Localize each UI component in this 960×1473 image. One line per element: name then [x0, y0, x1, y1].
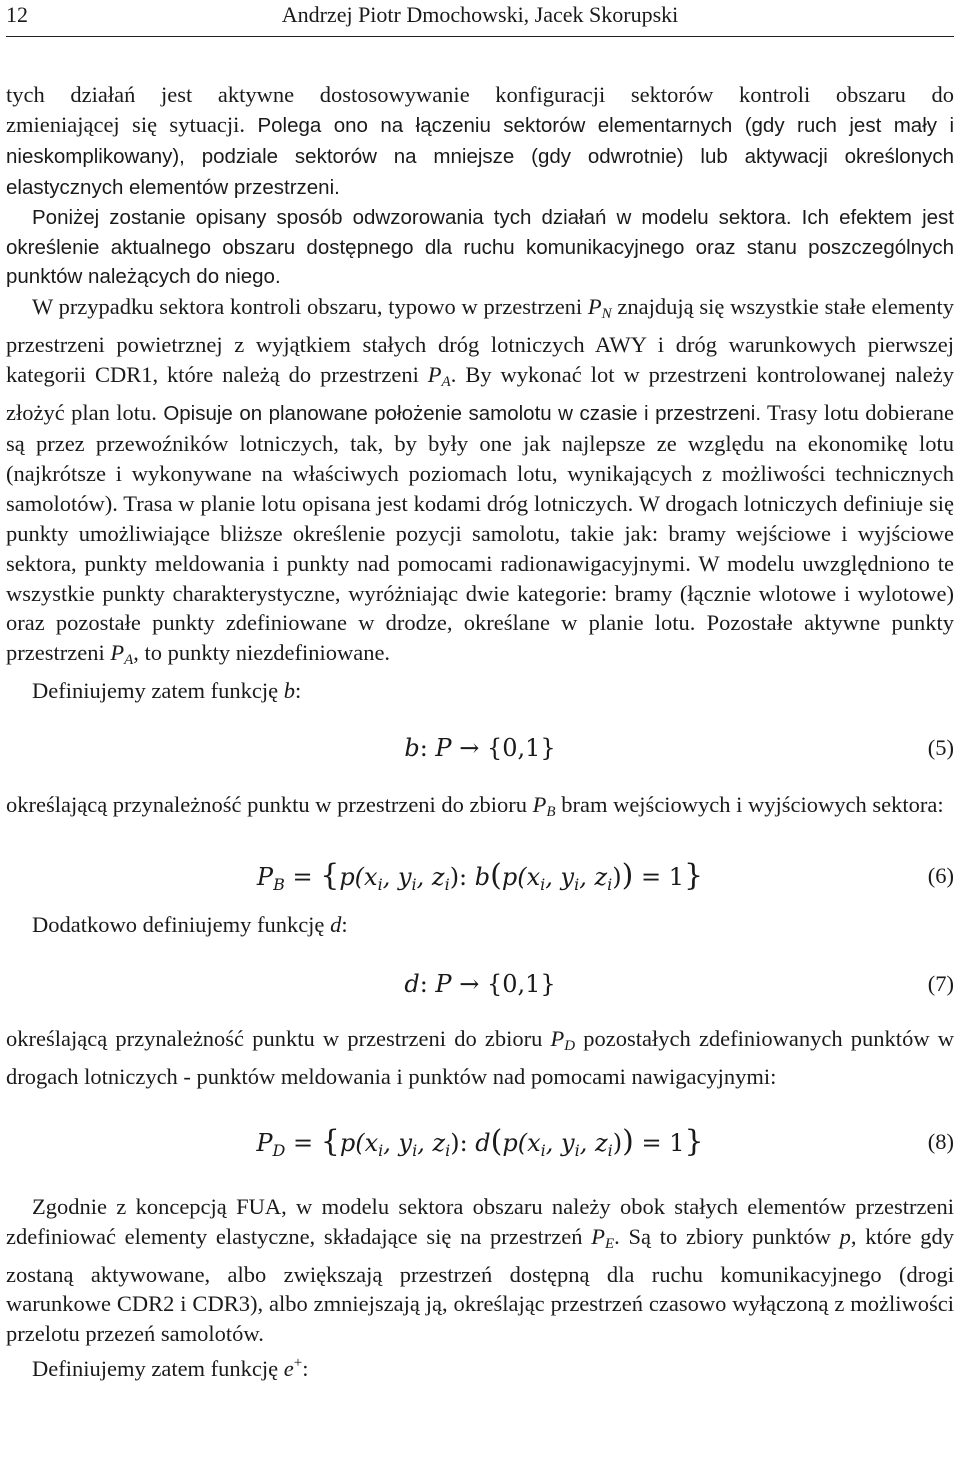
equation-8	[6, 1112, 954, 1172]
eq6-P: P	[256, 863, 274, 892]
eq6-rest: ):	[449, 863, 475, 892]
para3-sans-text: Opisuje on planowane położenie samolotu w czasie i przestrzeni.	[163, 402, 762, 426]
def-b-text: Definiujemy zatem funkcję	[32, 678, 284, 704]
eq8-equals-one: = 1	[633, 1128, 685, 1157]
equation-8-number: (8)	[927, 1128, 954, 1154]
eq6-equals: =	[284, 863, 321, 892]
eq5-lhs: b	[404, 734, 420, 763]
function-d: d	[330, 912, 342, 938]
symbol-P-A-2: P	[110, 640, 125, 666]
eq6-sub-i-2: i	[411, 875, 417, 895]
para2-text: Poniżej zostanie opisany sposób odwzorowania tych działań w modelu sektora. Ich efektem jest określenie aktualnego obszaru dostępnego dla ruchu komunikacyjnego oraz stanu poszczególnych punktów należących do niego.	[6, 205, 954, 289]
eq6-sub-i-3: i	[444, 875, 450, 895]
function-b: b	[283, 678, 296, 704]
function-e: e	[283, 1356, 294, 1382]
eq6-sub-i-6: i	[607, 875, 613, 895]
eq8-P: P	[256, 1128, 273, 1157]
eq8-sub-i-1: i	[378, 1140, 384, 1160]
paragraph-2	[6, 203, 954, 293]
eq8-sub-i-3: i	[445, 1140, 451, 1160]
eq7-lhs: d	[404, 969, 420, 998]
equation-5-number: (5)	[927, 735, 954, 761]
equation-5	[6, 718, 954, 778]
symbol-P-N: P	[587, 294, 602, 320]
eq8-sub-i-6: i	[607, 1140, 613, 1160]
eq6-paren-open: (	[490, 858, 502, 894]
eq6-fn-b: b	[474, 863, 491, 892]
para3-text-5: , to punkty niezdefiniowane.	[133, 640, 391, 666]
para-d-text-2: pozostałych zdefiniowanych punktów w drogach lotniczych - punktów meldowania i punktów nad pomocami nawigacyjnymi:	[6, 1025, 954, 1089]
eq8-paren-close: )	[622, 1123, 634, 1159]
eq8-fn-d: d	[475, 1128, 491, 1157]
subscript-E: E	[604, 1235, 615, 1252]
para3-text-1: W przypadku sektora kontroli obszaru, typowo w przestrzeni	[32, 294, 588, 320]
eq8-brace-open: {	[320, 1123, 340, 1159]
eq6-paren-close: )	[621, 858, 634, 894]
para1-line1: tych działań jest aktywne dostosowywanie konfiguracji sektorów kontroli obszaru do	[6, 82, 954, 107]
para-e-text-3: , które gdy zostaną aktywowane, albo zwiększają przestrzeń dostępną dla ruchu komunikacyjnego (drogi warunkowe CDR2 i CDR3), albo zmniejszają ją, określając przestrzeń czasowo wyłączoną z możliwości przelotu przezeń samolotów.	[6, 1223, 954, 1347]
equation-6-number: (6)	[927, 863, 954, 889]
subscript-B: B	[546, 804, 556, 821]
eq5-arrow: →	[451, 734, 487, 763]
eq6-brace-open: {	[320, 858, 340, 894]
para-d-text-1: określającą przynależność punktu w przestrzeni do zbioru	[6, 1025, 551, 1051]
subscript-A: A	[441, 374, 451, 391]
equation-8-math	[6, 1112, 954, 1181]
eq7-set: {0,1}	[486, 969, 556, 998]
eq6-y-2: , y	[545, 863, 575, 892]
def-e-text: Definiujemy zatem funkcję	[32, 1356, 284, 1382]
header-authors: Andrzej Piotr Dmochowski, Jacek Skorupski	[281, 2, 679, 27]
para-b-text-2: bram wejściowych i wyjściowych sektora:	[555, 792, 944, 818]
eq8-sub-D: D	[272, 1140, 286, 1160]
symbol-P-A: P	[427, 362, 442, 388]
equation-6	[6, 846, 954, 906]
eq8-p-x-2: p(x	[502, 1128, 541, 1157]
eq6-z: , z	[416, 863, 445, 892]
para1-line2: zmieniającej się sytuacji.	[6, 111, 246, 137]
eq8-brace-close: }	[684, 1123, 704, 1159]
eq7-arrow: →	[451, 969, 487, 998]
subscript-D: D	[564, 1037, 576, 1054]
para-b-text-1: określającą przynależność punktu w przestrzeni do zbioru	[6, 792, 533, 818]
symbol-P-D: P	[550, 1025, 565, 1051]
definition-b	[6, 676, 954, 706]
eq6-brace-close: }	[683, 858, 704, 894]
eq6-equals-one: = 1	[633, 863, 684, 892]
def-d-colon: :	[341, 912, 348, 938]
def-b-colon: :	[295, 678, 302, 704]
eq8-sub-i-2: i	[412, 1140, 418, 1160]
eq6-sub-i-1: i	[377, 875, 383, 895]
para3-text-3: . By wykonać lot w przestrzeni kontrolowanej należy złożyć plan lotu.	[6, 362, 954, 426]
paragraph-3	[6, 292, 954, 676]
running-header	[6, 0, 954, 37]
paragraph-d	[6, 1024, 954, 1092]
eq6-z-2: , z	[579, 863, 608, 892]
equation-7-math	[6, 954, 954, 1014]
paragraph-b	[6, 790, 954, 828]
eq8-sub-i-4: i	[540, 1140, 546, 1160]
eq6-sub-i-4: i	[540, 875, 546, 895]
eq8-p-x: p(x	[339, 1128, 379, 1157]
eq7-P: P	[435, 969, 452, 998]
definition-e	[6, 1349, 954, 1384]
symbol-P-B: P	[532, 792, 547, 818]
equation-5-math	[6, 718, 954, 778]
equation-6-math	[6, 846, 954, 915]
eq8-y: , y	[383, 1128, 413, 1157]
para-e-text-2: . Są to zbiory punktów	[614, 1223, 840, 1249]
equation-7	[6, 954, 954, 1014]
eq6-paren-close-inner: )	[612, 863, 622, 892]
symbol-p: p	[839, 1223, 851, 1249]
eq6-y: , y	[382, 863, 412, 892]
eq8-y-2: , y	[545, 1128, 575, 1157]
eq5-colon: :	[419, 734, 436, 763]
eq6-p-x-2: p(x	[501, 863, 541, 892]
eq8-z-2: , z	[579, 1128, 608, 1157]
def-d-text: Dodatkowo definiujemy funkcję	[32, 912, 331, 938]
eq5-set: {0,1}	[486, 734, 556, 763]
subscript-N: N	[601, 306, 612, 323]
paragraph-1-cont	[6, 110, 954, 203]
superscript-plus: +	[293, 1355, 303, 1372]
page-body	[6, 80, 954, 1384]
eq6-sub-B: B	[273, 875, 285, 895]
eq8-paren-close-inner: )	[612, 1128, 623, 1157]
paragraph-1	[6, 80, 954, 110]
eq6-p-x: p(x	[339, 863, 378, 892]
eq6-sub-i-5: i	[574, 875, 580, 895]
eq8-equals: =	[285, 1128, 321, 1157]
para-e-text-1: Zgodnie z koncepcją FUA, w modelu sektora obszaru należy obok stałych elementów przestrzeni zdefiniować elementy elastyczne, składające się na przestrzeń	[6, 1193, 954, 1249]
eq5-P: P	[435, 734, 452, 763]
para1-sans-text: Polega ono na łączeniu sektorów elementarnych (gdy ruch jest mały i nieskomplikowany), podziale sektorów na mniejsze (gdy odwrotnie) lub aktywacji określonych elastycznych elementów przestrzeni.	[6, 113, 955, 199]
eq8-sub-i-5: i	[574, 1140, 580, 1160]
symbol-P-E: P	[591, 1223, 605, 1249]
equation-7-number: (7)	[927, 970, 954, 996]
paragraph-e	[6, 1192, 954, 1350]
def-e-colon: :	[302, 1356, 309, 1382]
page-number: 12	[6, 2, 28, 27]
eq7-colon: :	[419, 969, 436, 998]
para3-text-4: Trasy lotu dobierane są przez przewoźników lotniczych, tak, by były one jak najlepsze ze względu na ekonomikę lotu (najkrótsze i wykonywane na właściwych poziomach lotu, wynikających z możliwości technicznych samolotów). Trasa w planie lotu opisana jest kodami dróg lotniczych. W drogach lotniczych definiuje się punkty umożliwiające bliższe określenie pozycji samolotu, takie jak: bramy wejściowe i wyjściowe sektora, punkty meldowania i punkty nad pomocami radionawigacyjnymi. W modelu uwzględniono te wszystkie punkty charakterystyczne, wyróżniając dwie kategorie: bramy (łącznie wlotowe i wylotowe) oraz pozostałe punkty zdefiniowane w drodze, określane w planie lotu. Pozostałe aktywne punkty przestrzeni	[6, 400, 955, 666]
eq8-z: , z	[417, 1128, 446, 1157]
para3-text-2: znajdują się wszystkie stałe elementy przestrzeni powietrznej z wyjątkiem stałych dróg lotniczych AWY i dróg warunkowych pierwszej kategorii CDR1, które należą do przestrzeni	[6, 294, 954, 388]
eq8-rest: ):	[450, 1128, 476, 1157]
eq8-paren-open: (	[490, 1123, 503, 1159]
subscript-A-2: A	[124, 652, 134, 669]
